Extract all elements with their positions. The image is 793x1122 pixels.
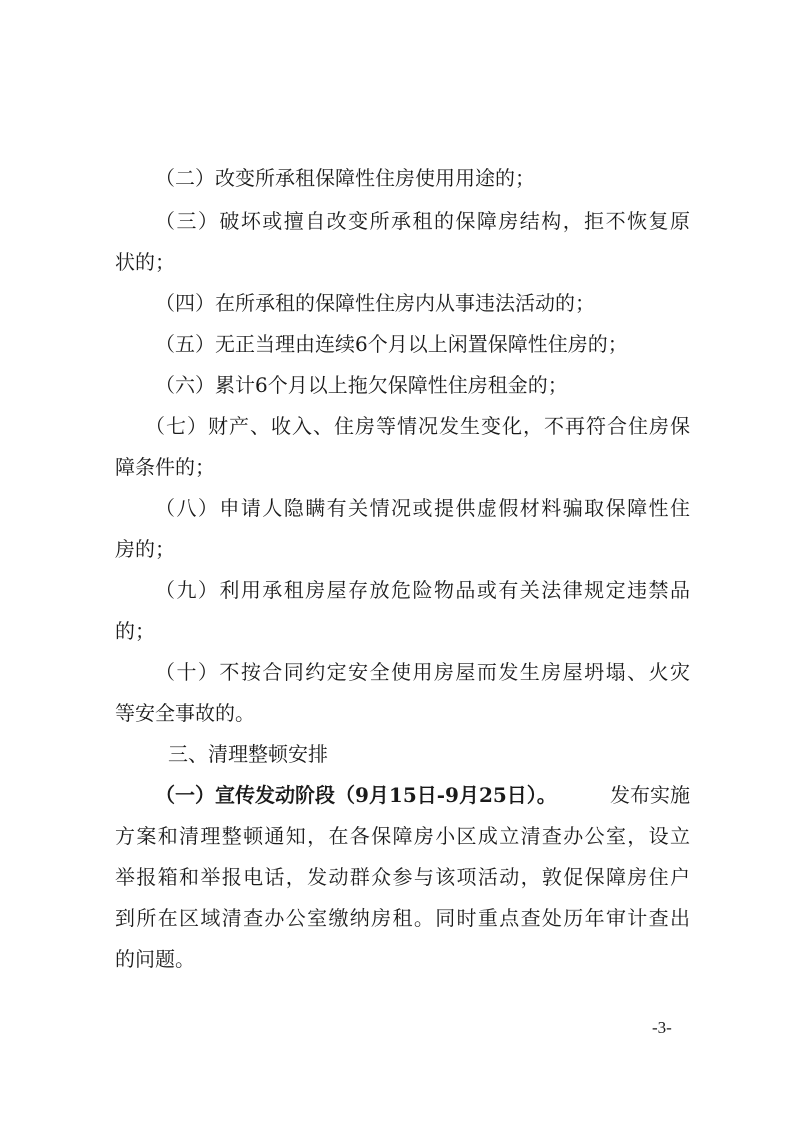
clause-7: （七）财产、收入、住房等情况发生变化，不再符合住房保	[145, 414, 690, 438]
stage-1-line-2: 方案和清理整顿通知，在各保障房小区成立清查办公室，设立	[115, 824, 690, 848]
stage-1-line-4: 到所在区域清查办公室缴纳房租。同时重点查处历年审计查出	[115, 906, 690, 930]
clause-8-cont: 房的；	[115, 537, 175, 561]
clause-9: （九）利用承租房屋存放危险物品或有关法律规定违禁品	[155, 578, 690, 602]
stage-1-line-5: 的问题。	[115, 947, 195, 971]
clause-3: （三）破坏或擅自改变所承租的保障房结构，拒不恢复原	[155, 209, 690, 233]
clause-9-cont: 的；	[115, 619, 155, 643]
clause-10-cont: 等安全事故的。	[115, 701, 255, 725]
stage-1-text: 发布实施	[610, 783, 690, 807]
clause-4: （四）在所承租的保障性住房内从事违法活动的；	[155, 291, 595, 315]
section-heading: 三、清理整顿安排	[168, 742, 328, 766]
stage-1-paragraph-start	[155, 781, 690, 809]
clause-5: （五）无正当理由连续6个月以上闲置保障性住房的；	[155, 332, 628, 356]
stage-1-title: （一）宣传发动阶段（9月15日-9月25日）。	[155, 783, 557, 807]
clause-3-cont: 状的；	[115, 250, 175, 274]
clause-6: （六）累计6个月以上拖欠保障性住房租金的；	[155, 373, 568, 397]
clause-2: （二）改变所承租保障性住房使用用途的；	[155, 166, 535, 190]
clause-10: （十）不按合同约定安全使用房屋而发生房屋坍塌、火灾	[155, 660, 690, 684]
page-number: -3-	[652, 1018, 672, 1037]
clause-8: （八）申请人隐瞒有关情况或提供虚假材料骗取保障性住	[155, 496, 690, 520]
clause-7-cont: 障条件的；	[115, 455, 215, 479]
stage-1-line-3: 举报箱和举报电话，发动群众参与该项活动，敦促保障房住户	[115, 865, 690, 889]
